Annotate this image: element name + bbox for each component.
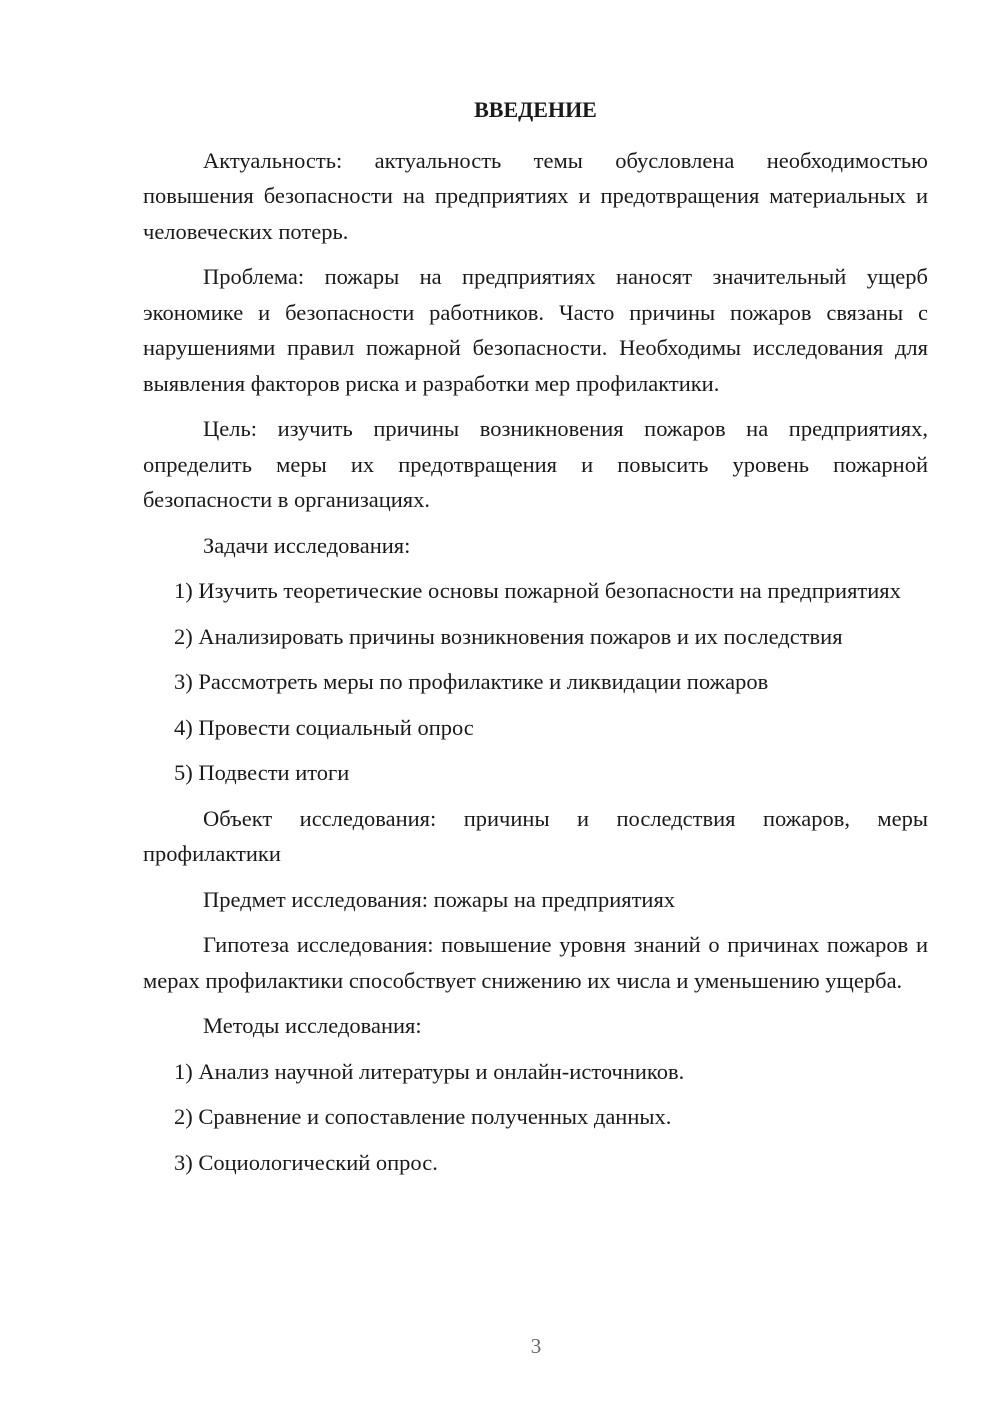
task-item-4: 4) Провести социальный опрос bbox=[174, 714, 474, 740]
section-heading: ВВЕДЕНИЕ bbox=[474, 97, 597, 122]
problem-paragraph: Проблема: пожары на предприятиях наносят значительный ущерб экономике и безопасности работников. Часто причины пожаров связаны с нарушениями правил пожарной безопасности. Необходимы исследования для выявления факторов риска и разработки мер профилактики. bbox=[143, 264, 928, 396]
document-page bbox=[143, 92, 928, 1190]
method-item-3: 3) Социологический опрос. bbox=[174, 1149, 438, 1175]
hypothesis-paragraph: Гипотеза исследования: повышение уровня знаний о причинах пожаров и мерах профилактики способствует снижению их числа и уменьшению ущерба. bbox=[143, 932, 928, 993]
object-paragraph: Объект исследования: причины и последствия пожаров, меры профилактики bbox=[143, 805, 928, 866]
task-item-2: 2) Анализировать причины возникновения пожаров и их последствия bbox=[174, 623, 843, 649]
methods-intro: Методы исследования: bbox=[203, 1013, 422, 1038]
relevance-paragraph: Актуальность: актуальность темы обусловлена необходимостью повышения безопасности на предприятиях и предотвращения материальных и человеческих потерь. bbox=[143, 147, 928, 244]
goal-paragraph: Цель: изучить причины возникновения пожаров на предприятиях, определить меры их предотвращения и повысить уровень пожарной безопасности в организациях. bbox=[143, 416, 928, 512]
task-item-1: 1) Изучить теоретические основы пожарной безопасности на предприятиях bbox=[174, 578, 901, 603]
tasks-intro: Задачи исследования: bbox=[203, 532, 411, 558]
page-number: 3 bbox=[530, 1334, 542, 1358]
subject-paragraph: Предмет исследования: пожары на предприятиях bbox=[203, 886, 676, 912]
task-item-5: 5) Подвести итоги bbox=[174, 760, 350, 785]
task-item-3: 3) Рассмотреть меры по профилактике и ликвидации пожаров bbox=[174, 669, 769, 694]
method-item-2: 2) Сравнение и сопоставление полученных данных. bbox=[174, 1104, 672, 1129]
method-item-1: 1) Анализ научной литературы и онлайн-источников. bbox=[174, 1058, 685, 1084]
